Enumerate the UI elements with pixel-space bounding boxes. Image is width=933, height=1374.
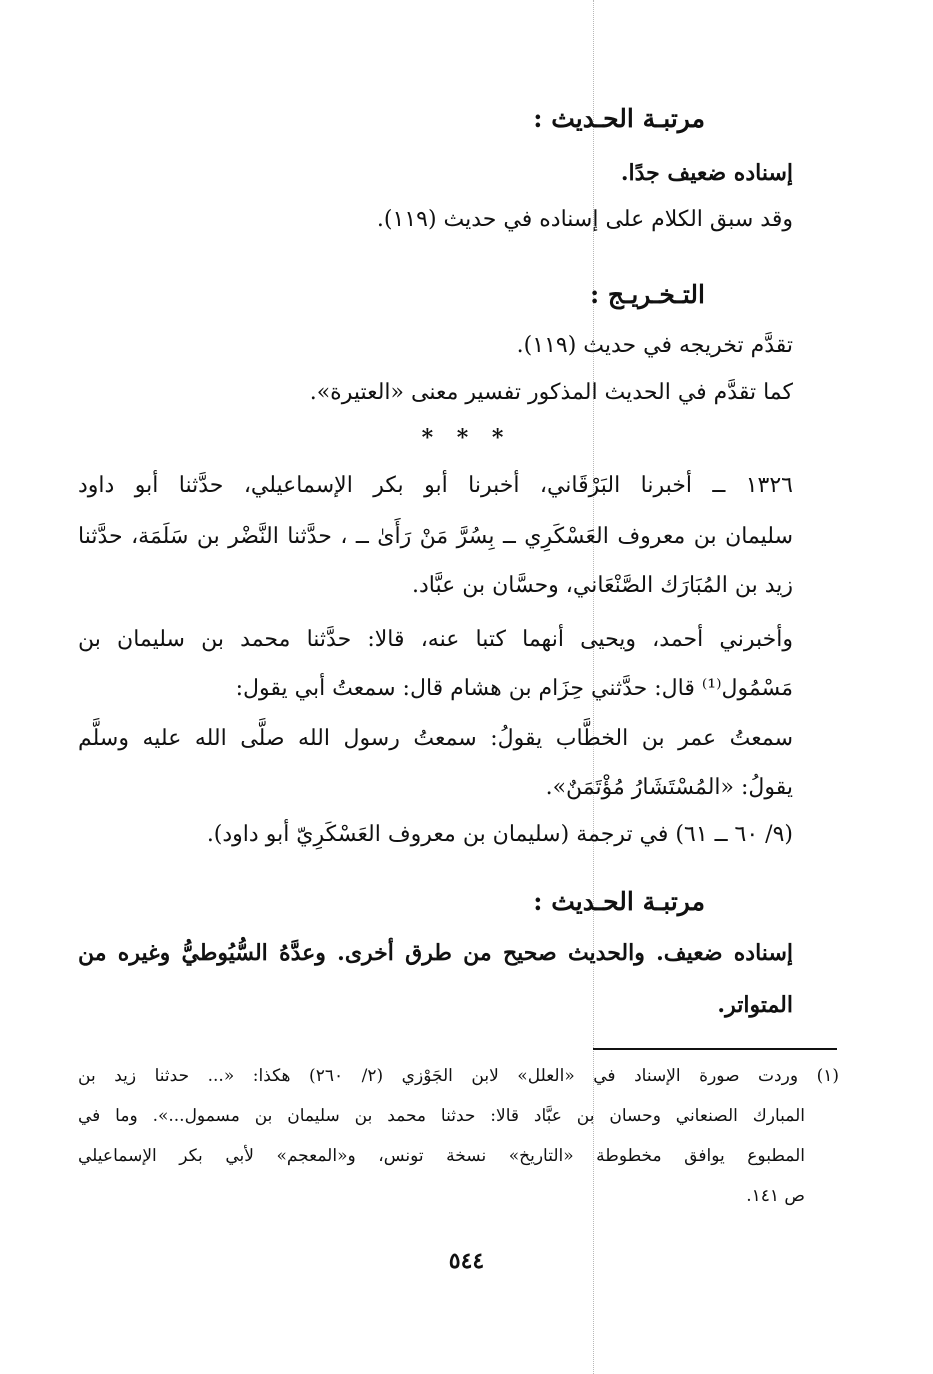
takhrij-text-line-1: تقدَّم تخريجه في حديث (١١٩). [516,333,793,358]
grade-2-text-line-2: المتواتر. [717,992,793,1018]
hadith-paragraph-3-line-1: سمعتُ عمر بن الخطَّاب يقولُ: سمعتُ رسول الله صلَّى الله عليه وسلَّم [78,726,793,751]
hadith-paragraph-3-line-2: يقولُ: «المُسْتَشَارُ مُؤْتَمَنٌ». [545,775,793,800]
section-heading-grade-2: مرتبـة الحـديث : [533,887,705,916]
page-number: ٥٤٤ [448,1248,485,1274]
grade-text-line-1: إسناده ضعيف جدًا. [620,160,793,186]
takhrij-text-line-2: كما تقدَّم في الحديث المذكور تفسير معنى «العتيرة». [309,380,793,405]
hadith-paragraph-1-line-2: سليمان بن معروف العَسْكَرِي ــ بِسُرَّ مَنْ رَأَىٰ ــ ، حدَّثنا النَّضْر بن سَلَمَة، حدَّثنا [78,524,793,549]
footnote-line-3: المطبوع يوافق مخطوطة «التاريخ» نسخة تونس، و«المعجم» لأبي بكر الإسماعيلي [78,1146,805,1166]
footnote-line-4: ص ١٤١. [746,1186,805,1206]
footnote-line-1: (١) وردت صورة الإسناد في «العلل» لابن الجَوْزي (٢/ ٢٦٠) هكذا: «... حدثنا زيد بن [78,1066,839,1086]
section-heading-takhrij: التـخـريـج : [589,280,705,309]
footnote-divider [593,1048,837,1050]
grade-text-line-2: وقد سبق الكلام على إسناده في حديث (١١٩). [376,207,793,232]
grade-2-text-line-1: إسناده ضعيف. والحديث صحيح من طرق أخرى. وعدَّهُ السُّيُوطيُّ وغيره من [78,940,793,966]
section-separator: * * * [421,425,512,451]
hadith-paragraph-2-line-1: وأخبرني أحمد، ويحيى أنهما كتبا عنه، قالا: حدَّثنا محمد بن سليمان بن [78,627,793,652]
hadith-paragraph-1-line-1: ١٣٢٦ ــ أخبرنا البَرْقَاني، أخبرنا أبو بكر الإسماعيلي، حدَّثنا أبو داود [78,473,793,498]
section-heading-grade: مرتبـة الحـديث : [533,104,705,133]
hadith-source-reference: (٩/ ٦٠ ــ ٦١) في ترجمة (سليمان بن معروف العَسْكَرِيّ أبو داود). [206,822,793,847]
hadith-paragraph-1-line-3: زيد بن المُبَارَك الصَّنْعَاني، وحسَّان بن عبَّاد. [411,573,793,598]
hadith-paragraph-2-line-2: مَسْمُول⁽¹⁾ قال: حدَّثني حِزَام بن هشام قال: سمعتُ أبي يقول: [235,676,793,701]
footnote-line-2: المبارك الصنعاني وحسان بن عبَّاد قالا: حدثنا محمد بن سليمان بن مسمول...». وما في [78,1106,805,1126]
